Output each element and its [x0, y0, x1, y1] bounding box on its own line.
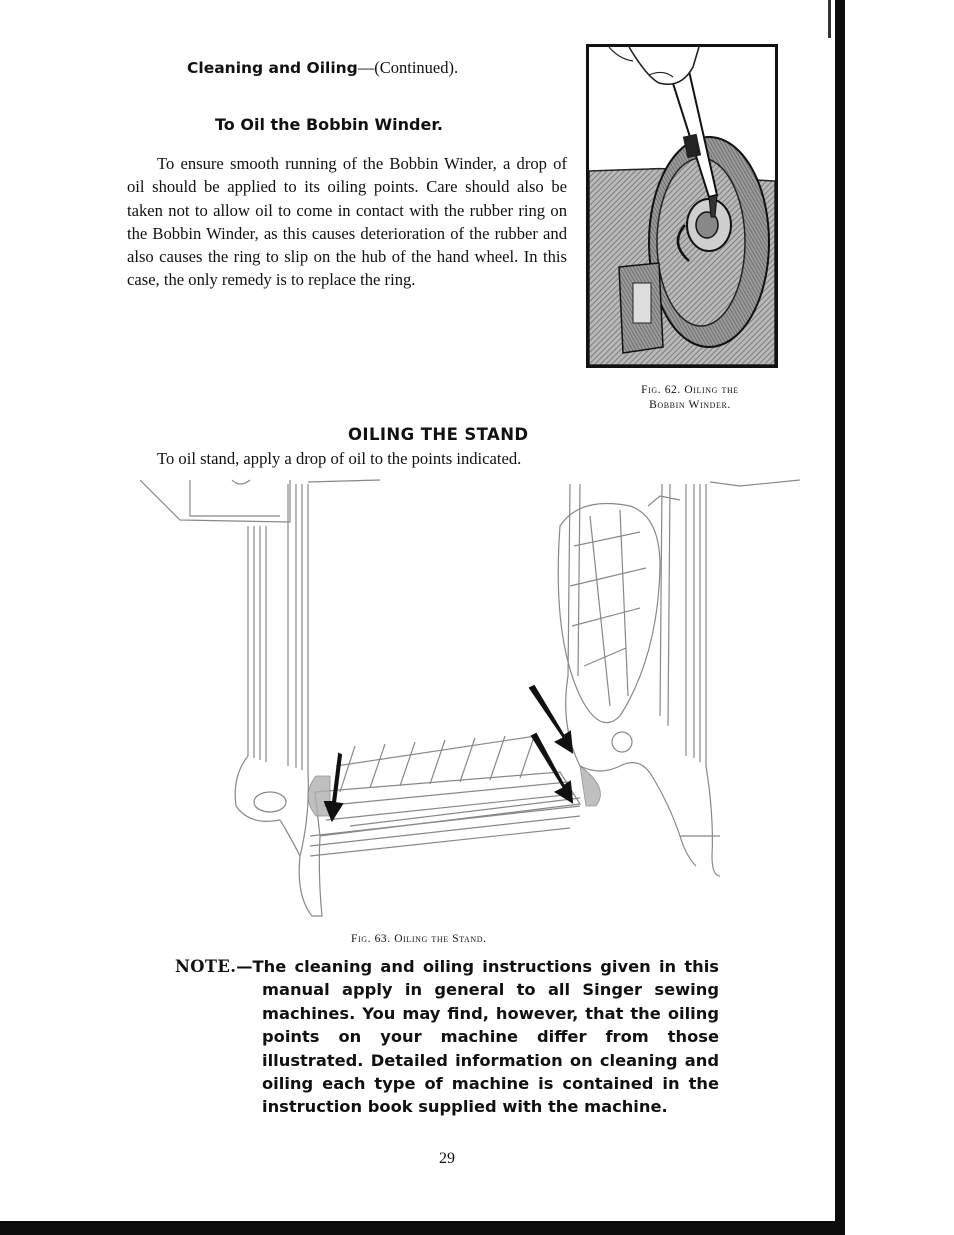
note: [175, 955, 719, 1119]
treadle-stand-drawing: [140, 476, 800, 926]
note-label: NOTE.: [175, 957, 237, 976]
bobbin-winder-drawing: [589, 47, 775, 365]
figure-62-caption-line1: Fig. 62. Oiling the: [641, 384, 739, 396]
figure-62-caption: [600, 383, 780, 413]
oil-point-arrows: [325, 686, 572, 820]
figure-63-illustration: [140, 476, 800, 926]
stand-heading: OILING THE STAND: [348, 425, 529, 444]
section-title: [187, 58, 458, 78]
bobbin-heading: To Oil the Bobbin Winder.: [215, 115, 444, 134]
figure-63-caption: Fig. 63. Oiling the Stand.: [351, 933, 487, 945]
page-edge-right: [835, 0, 845, 1235]
note-text: —The cleaning and oiling instructions given in this manual apply in general to all Singer sewing machines. You may find, however, that the oiling points on your machine differ from those illustrated. Detailed information on cleaning and oiling each type of machine is contained in the instruction book supplied with the machine.: [236, 957, 719, 1117]
page-edge-tick: [828, 0, 831, 38]
figure-62-illustration: [586, 44, 778, 368]
stand-intro: To oil stand, apply a drop of oil to the points indicated.: [157, 449, 522, 468]
section-title-suffix: —(Continued).: [357, 58, 459, 77]
section-title-bold: Cleaning and Oiling: [187, 59, 358, 77]
page-number: 29: [439, 1150, 455, 1167]
bobbin-paragraph: To ensure smooth running of the Bobbin Winder, a drop of oil should be applied to its oiling points. Care should also be taken not to allow oil to come in contact with the rubber ring on the Bobbin Winder, as this causes deterioration of the rubber and also causes the ring to slip on the hub of the hand wheel. In this case, the only remedy is to replace the ring.: [127, 154, 567, 290]
page-edge-bottom: [0, 1221, 845, 1235]
figure-62-caption-line2: Bobbin Winder.: [649, 399, 731, 411]
